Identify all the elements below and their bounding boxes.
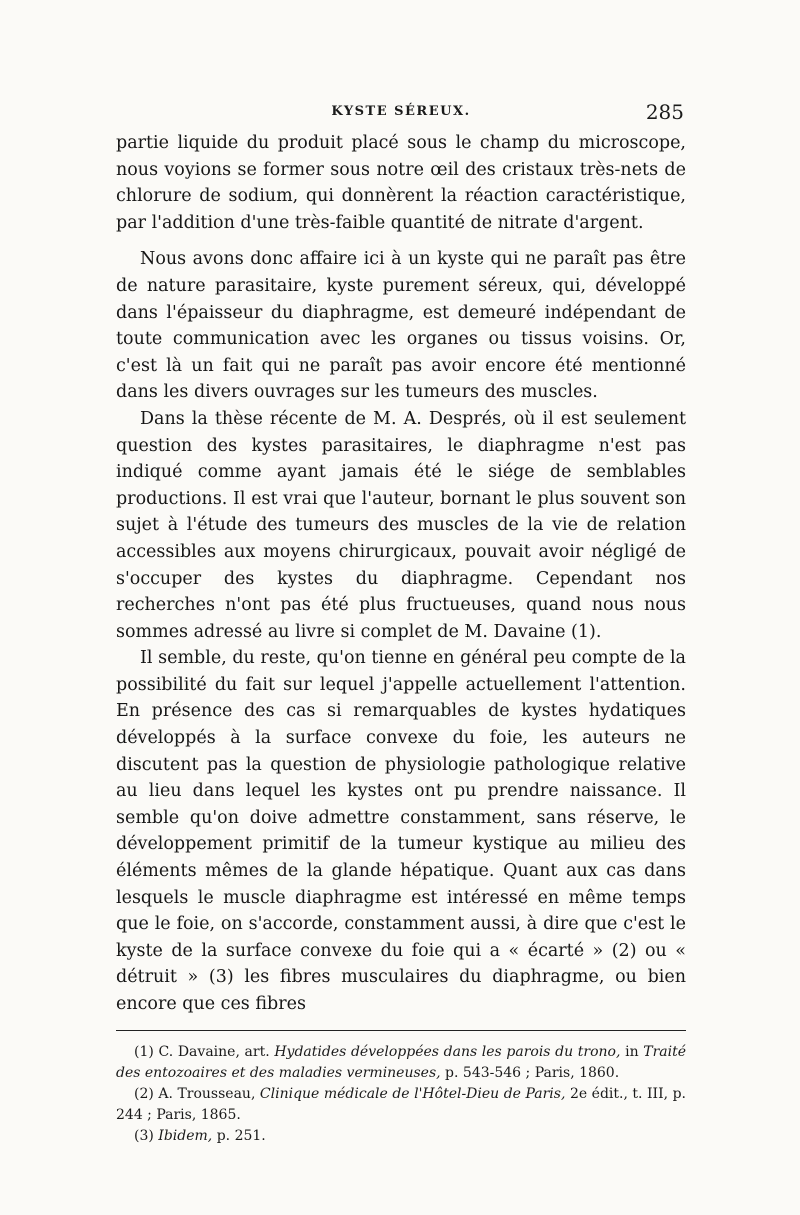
footnote-text: p. 543-546 ; Paris, 1860.: [440, 1065, 620, 1081]
footnote-italic: Traité des entozoaires et des maladies vermineuses,: [116, 1044, 687, 1081]
footnote-3: [116, 1126, 686, 1147]
running-head: KYSTE SÉREUX.: [331, 104, 471, 119]
paragraph-2: Nous avons donc affaire ici à un kyste qui ne paraît pas être de nature parasitaire, kyste purement séreux, qui, développé dans l'épaisseur du diaphragme, est demeuré indépendant de toute communication avec les organes ou tissus voisins. Or, c'est là un fait qui ne paraît pas avoir encore été mentionné dans les divers ouvrages sur les tumeurs des muscles.: [116, 249, 686, 403]
footnote-italic: Ibidem,: [158, 1128, 213, 1144]
page-header: [116, 102, 686, 126]
footnote-text: in: [620, 1044, 644, 1060]
footnote-text: 2e édit., t. III, p. 244 ; Paris, 1865.: [116, 1086, 686, 1123]
footnote-text: A. Trousseau,: [158, 1086, 260, 1102]
paragraph-4: Il semble, du reste, qu'on tienne en général peu compte de la possibilité du fait sur lequel j'appelle actuellement l'attention. En présence des cas si remarquables de kystes hydatiques développés à la surface convexe du foie, les auteurs ne discutent pas la question de physiologie pathologique relative au lieu dans lequel les kystes ont pu prendre naissance. Il semble qu'on doive admettre constamment, sans réserve, le développement primitif de la tumeur kystique au milieu des éléments mêmes de la glande hépatique. Quant aux cas dans lesquels le muscle diaphragme est intéressé en même temps que le foie, on s'accorde, constamment aussi, à dire que c'est le kyste de la surface convexe du foie qui a « écarté » (2) ou « détruit » (3) les fibres musculaires du diaphragme, ou bien encore que ces fibres: [116, 648, 686, 1014]
footnote-1: [116, 1042, 686, 1084]
footnote-italic: Clinique médicale de l'Hôtel-Dieu de Paris,: [259, 1086, 566, 1102]
footnotes: [116, 1042, 686, 1147]
footnote-mark: (2): [134, 1086, 154, 1102]
footnote-text: C. Davaine, art.: [158, 1044, 275, 1060]
body-text: [116, 130, 686, 1018]
footnote-rule: [116, 1030, 686, 1031]
footnote-italic: Hydatides développées dans les parois du trono,: [274, 1044, 621, 1060]
paragraph-1: partie liquide du produit placé sous le champ du microscope, nous voyions se former sous notre œil des cristaux très-nets de chlorure de sodium, qui donnèrent la réaction caractéristique, par l'addition d'une très-faible quantité de nitrate d'argent.: [116, 133, 686, 233]
page-number: 285: [645, 100, 684, 124]
footnote-mark: (3): [134, 1128, 154, 1144]
paragraph-3: Dans la thèse récente de M. A. Després, où il est seulement question des kystes parasitaires, le diaphragme n'est pas indiqué comme ayant jamais été le siége de semblables productions. Il est vrai que l'auteur, bornant le plus souvent son sujet à l'étude des tumeurs des muscles de la vie de relation accessibles aux moyens chirurgicaux, pouvait avoir négligé de s'occuper des kystes du diaphragme. Cependant nos recherches n'ont pas été plus fructueuses, quand nous nous sommes adressé au livre si complet de M. Davaine (1).: [116, 408, 686, 642]
footnote-text: p. 251.: [212, 1128, 266, 1144]
footnote-mark: (1): [134, 1044, 154, 1060]
footnote-2: [116, 1084, 686, 1126]
